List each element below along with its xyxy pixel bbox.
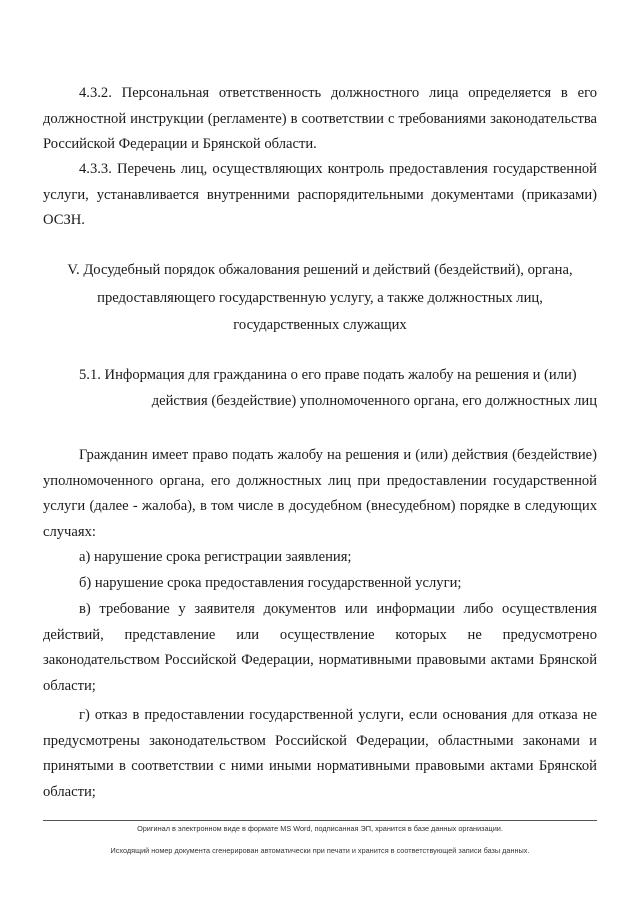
subsection-5-1-line1: 5.1. Информация для гражданина о его праве подать жалобу на решения и (или) <box>79 367 577 383</box>
section-v-heading-line1: V. Досудебный порядок обжалования решений и действий (бездействий), органа, <box>67 262 573 278</box>
section-v-heading <box>43 257 597 340</box>
section-v-heading-line2: предоставляющего государственную услугу, а также должностных лиц, <box>97 289 543 306</box>
complaint-intro-paragraph: Гражданин имеет право подать жалобу на решения и (или) действия (бездействие) уполномоченного органа, его должностных лиц при предоставлении государственной услуги (далее - жалоба), в том числе в досудебном (внесудебном) порядке в следующих случаях: <box>43 447 597 540</box>
section-v-heading-line3: государственных служащих <box>233 317 407 333</box>
paragraph-4-3-3: 4.3.3. Перечень лиц, осуществляющих контроль предоставления государственной услуги, устанавливается внутренними распорядительными документами (приказами) ОСЗН. <box>43 161 597 229</box>
subsection-5-1-line2: действия (бездействие) уполномоченного органа, его должностных лиц <box>151 392 597 409</box>
list-item-g: г) отказ в предоставлении государственной услуги, если основания для отказа не предусмотрены законодательством Российской Федерации, областными законами и принятыми в соответствии с ними иными нормативными правовыми актами Брянской области; <box>43 707 597 800</box>
footer-divider <box>43 820 597 821</box>
paragraph-4-3-2: 4.3.2. Персональная ответственность должностного лица определяется в его должностной инструкции (регламенте) в соответствии с требованиями законодательства Российской Федерации и Брянской области. <box>43 85 597 153</box>
footer-note-original: Оригинал в электронном виде в формате MS Word, подписанная ЭП, хранится в базе данных организации. <box>137 824 503 833</box>
footer-note-number: Исходящий номер документа сгенерирован автоматически при печати и хранится в соответствующей записи базы данных. <box>110 846 530 855</box>
list-item-v: в) требование у заявителя документов или информации либо осуществления действий, представление или осуществление которых не предусмотрено законодательством Российской Федерации, нормативными правовыми актами Брянской области; <box>43 601 597 694</box>
subsection-5-1-heading <box>43 363 597 414</box>
list-item-b: б) нарушение срока предоставления государственной услуги; <box>79 575 462 591</box>
list-item-a: а) нарушение срока регистрации заявления; <box>79 549 352 565</box>
